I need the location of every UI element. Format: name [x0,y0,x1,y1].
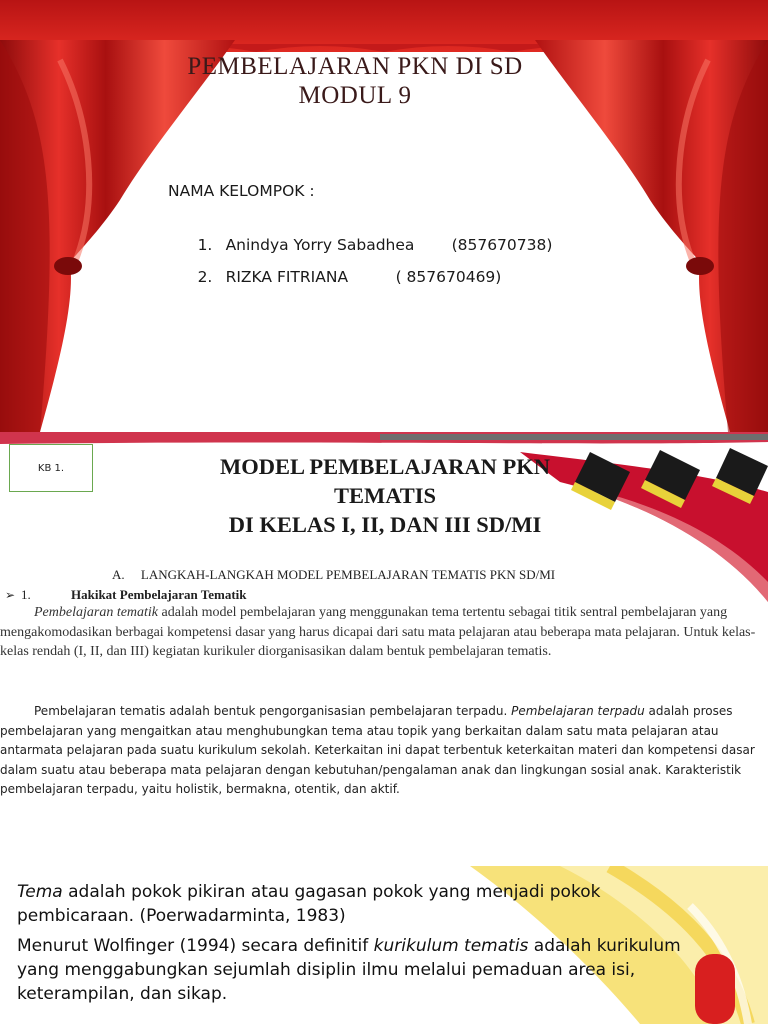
definition-text: Menurut Wolfinger (1994) secara definitif [17,936,374,956]
slide-title-heading [0,52,710,110]
kb-label-box: KB 1. [9,444,93,492]
subsection-heading [5,587,247,603]
paragraph-pembelajaran-terpadu [0,702,760,800]
definitions-list [17,880,717,1012]
title-line-2: MODUL 9 [298,82,412,109]
title-line-1: PEMBELAJARAN PKN DI SD [187,53,523,80]
member-nim: ( 857670469) [395,268,502,286]
term-tema: Tema [17,882,63,902]
definition-kurikulum-tematis [17,934,717,1006]
slide-title [0,0,768,432]
group-label: NAMA KELOMPOK : [168,182,315,200]
paragraph-pembelajaran-tematik [0,603,760,662]
heading-line-2: TEMATIS [333,483,437,508]
arrow-bullet-icon: ➢ [5,588,16,602]
term-pembelajaran-terpadu: Pembelajaran terpadu [511,704,645,718]
subsection-title: Hakikat Pembelajaran Tematik [71,587,247,602]
member-name: RIZKA FITRIANA [225,268,349,286]
paragraph-text: Pembelajaran tematis adalah bentuk pengorganisasian pembelajaran terpadu. [34,704,512,718]
slide-kb1 [0,432,768,830]
section-a-heading: A. LANGKAH-LANGKAH MODEL PEMBELAJARAN TEMATIS PKN SD/MI [112,567,556,582]
heading-line-1: MODEL PEMBELAJARAN PKN [219,454,550,479]
member-nim: (857670738) [451,236,553,254]
member-number: 1. [197,236,213,254]
slide-heading [180,452,590,539]
member-row [168,212,553,254]
definition-text: adalah pokok pikiran atau gagasan pokok yang menjadi pokok pembicaraan. (Poerwadarminta, 1983) [17,882,601,926]
slide-definitions [0,866,768,1024]
paragraph-text: adalah proses pembelajaran yang mengaitkan atau menghubungkan tema atau topik yang berkaitan dalam satu mata pelajaran atau antarmata pelajaran pada suatu kurikulum sekolah. Keterkaitan ini dapat terbentuk keterkaitan materi dan kompetensi dasar dalam suatu atau beberapa mata pelajaran dengan kebutuhan/pengalaman anak dan lingkungan sosial anak. Karakteristik pembelajaran terpadu, yaitu holistik, bermakna, otentik, dan aktif. [0,704,755,796]
subsection-number: 1. [21,587,31,602]
term-pembelajaran-tematik: Pembelajaran tematik [34,605,159,620]
curtain-tie-right [686,257,714,275]
definition-tema [17,880,717,928]
member-number: 2. [197,268,213,286]
member-name: Anindya Yorry Sabadhea [225,236,415,254]
definition-text: adalah kurikulum yang menggabungkan sejumlah disiplin ilmu melalui pemaduan area isi, keterampilan, dan sikap. [17,936,681,1004]
heading-line-3: DI KELAS I, II, DAN III SD/MI [228,512,542,537]
paragraph-text: adalah model pembelajaran yang menggunakan tema tertentu sebagai titik sentral pembelajaran yang mengakomodasikan berbagai kompetensi dasar yang harus dicapai dari satu mata pelajaran atau beberapa mata pelajaran. Untuk kelas-kelas rendah (I, II, dan III) kegiatan kurikuler diorganisasikan dalam bentuk pembelajaran tematis. [0,605,756,659]
term-kurikulum-tematis: kurikulum tematis [373,936,529,956]
curtain-tie-left [54,257,82,275]
group-members [168,180,553,286]
